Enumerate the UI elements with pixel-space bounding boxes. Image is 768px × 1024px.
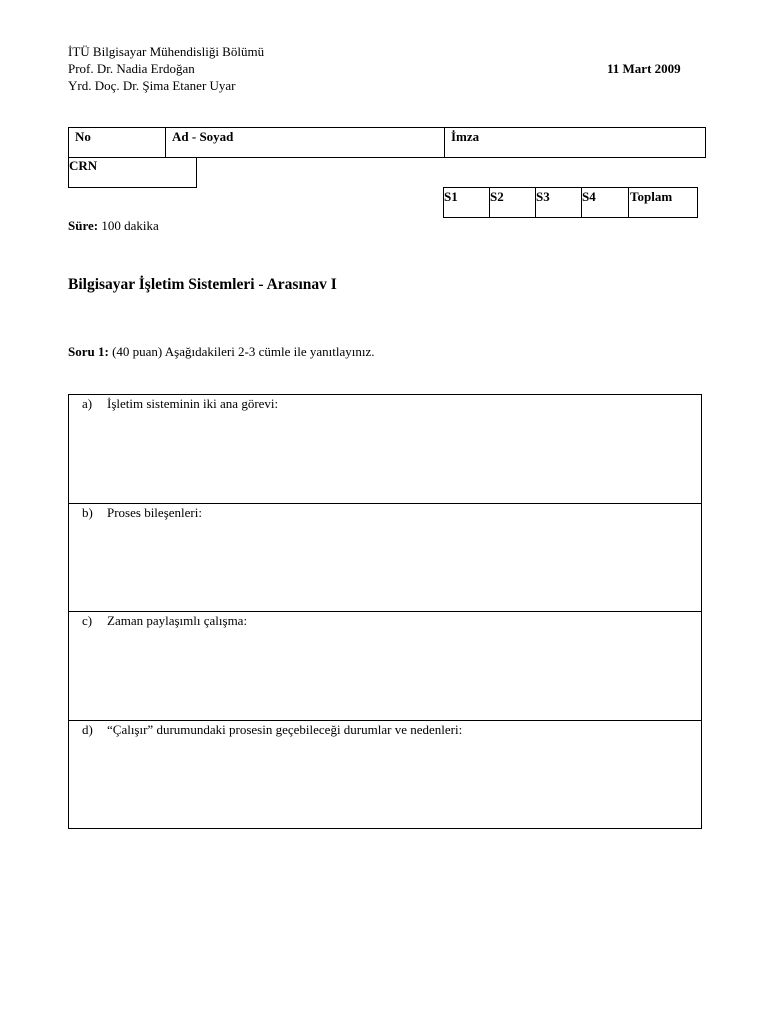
exam-date: 11 Mart 2009 bbox=[607, 61, 681, 76]
duration bbox=[68, 218, 159, 234]
student-info-table bbox=[68, 127, 706, 158]
student-name-cell[interactable] bbox=[166, 128, 445, 157]
duration-value: 100 dakika bbox=[101, 218, 159, 233]
student-number-cell[interactable] bbox=[69, 128, 166, 157]
item-letter-b: b) bbox=[82, 505, 93, 520]
item-letter-d: d) bbox=[82, 722, 93, 737]
student-name-label: Ad - Soyad bbox=[172, 129, 234, 144]
score-table bbox=[443, 187, 698, 218]
crn-label: CRN bbox=[69, 158, 98, 173]
score-cell-s1[interactable] bbox=[444, 188, 490, 217]
duration-label: Süre: bbox=[68, 218, 99, 233]
score-cell-s3[interactable] bbox=[536, 188, 582, 217]
assistant-professor-name: Yrd. Doç. Dr. Şima Etaner Uyar bbox=[68, 78, 236, 93]
department-name: İTÜ Bilgisayar Mühendisliği Bölümü bbox=[68, 44, 265, 59]
score-cell-total[interactable] bbox=[629, 188, 697, 217]
score-label-s4: S4 bbox=[582, 189, 596, 204]
question-1-text: (40 puan) Aşağıdakileri 2-3 cümle ile yanıtlayınız. bbox=[112, 344, 375, 359]
item-text-c: Zaman paylaşımlı çalışma: bbox=[107, 613, 248, 628]
score-label-total: Toplam bbox=[630, 189, 673, 204]
professor-name: Prof. Dr. Nadia Erdoğan bbox=[68, 61, 195, 76]
answer-box bbox=[68, 394, 702, 829]
item-text-a: İşletim sisteminin iki ana görevi: bbox=[107, 396, 279, 411]
score-cell-s2[interactable] bbox=[490, 188, 536, 217]
score-label-s3: S3 bbox=[536, 189, 550, 204]
item-letter-c: c) bbox=[82, 613, 93, 628]
score-label-s1: S1 bbox=[444, 189, 458, 204]
score-cell-s4[interactable] bbox=[582, 188, 629, 217]
signature-label: İmza bbox=[451, 129, 480, 144]
question-1-prompt bbox=[68, 344, 375, 360]
answer-area-c[interactable] bbox=[69, 612, 701, 721]
item-letter-a: a) bbox=[82, 396, 93, 411]
exam-title: Bilgisayar İşletim Sistemleri - Arasınav I bbox=[68, 276, 337, 293]
item-text-d: “Çalışır” durumundaki prosesin geçebileceği durumlar ve nedenleri: bbox=[107, 722, 463, 737]
answer-area-d[interactable] bbox=[69, 721, 701, 828]
answer-area-a[interactable] bbox=[69, 395, 701, 504]
question-1-label: Soru 1: bbox=[68, 344, 109, 359]
crn-cell[interactable] bbox=[68, 157, 197, 188]
score-label-s2: S2 bbox=[490, 189, 504, 204]
signature-cell[interactable] bbox=[445, 128, 705, 157]
answer-area-b[interactable] bbox=[69, 504, 701, 612]
item-text-b: Proses bileşenleri: bbox=[107, 505, 202, 520]
student-number-label: No bbox=[75, 129, 91, 144]
